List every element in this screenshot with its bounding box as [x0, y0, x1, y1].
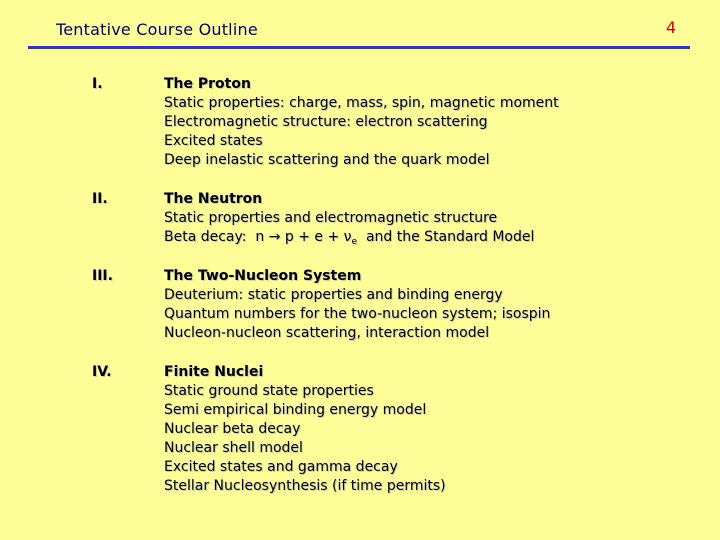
beta-suffix: and the Standard Model [357, 229, 535, 245]
beta-prefix: Beta decay: n [164, 229, 269, 245]
section-title: The Proton [164, 76, 251, 92]
list-item: Nucleon-nucleon scattering, interaction model [164, 325, 490, 341]
beta-decay-line [164, 228, 704, 252]
page-title: Tentative Course Outline [56, 20, 258, 39]
section-title: The Neutron [164, 191, 263, 207]
list-item: Semi empirical binding energy model [164, 402, 427, 418]
list-item: Stellar Nucleosynthesis (if time permits) [164, 478, 446, 494]
list-item: Static properties: charge, mass, spin, magnetic moment [164, 95, 559, 111]
list-item: Excited states [164, 133, 263, 149]
list-item: Static properties and electromagnetic structure [164, 210, 498, 226]
list-item: Static ground state properties [164, 383, 374, 399]
list-item: Excited states and gamma decay [164, 459, 398, 475]
header-divider [28, 46, 690, 49]
list-item: Nuclear shell model [164, 440, 303, 456]
slide-number: 4 [666, 18, 677, 37]
list-item: Electromagnetic structure: electron scattering [164, 114, 488, 130]
list-item: Deep inelastic scattering and the quark model [164, 152, 490, 168]
section-title: Finite Nuclei [164, 364, 264, 380]
section-numeral: IV. [92, 364, 112, 380]
list-item: Quantum numbers for the two-nucleon system; isospin [164, 306, 551, 322]
section-numeral: I. [92, 76, 103, 92]
beta-middle: p + e + ν [280, 229, 352, 245]
arrow-icon: → [268, 229, 281, 245]
list-item: Nuclear beta decay [164, 421, 301, 437]
section-numeral: II. [92, 191, 108, 207]
beta-subscript: e [351, 237, 358, 247]
list-item: Deuterium: static properties and binding energy [164, 287, 503, 303]
section-title: The Two-Nucleon System [164, 268, 362, 284]
section-numeral: III. [92, 268, 113, 284]
